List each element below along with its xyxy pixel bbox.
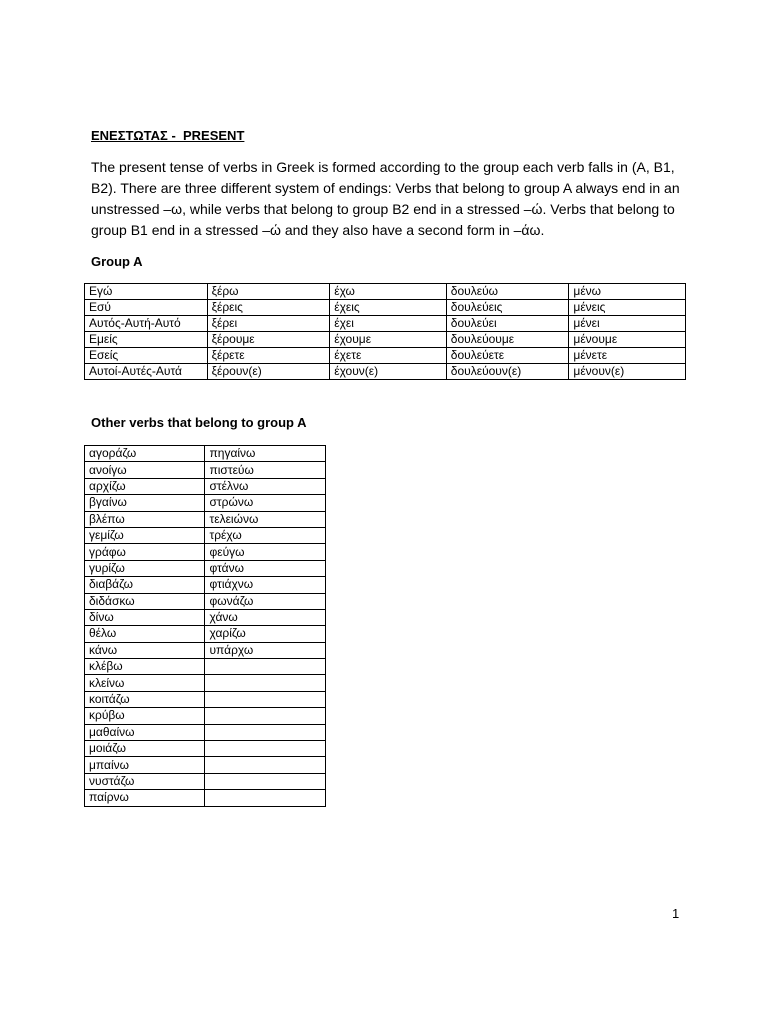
table-cell: έχετε xyxy=(330,348,447,364)
table-cell: πηγαίνω xyxy=(205,446,326,462)
table-cell: φτιάχνω xyxy=(205,577,326,593)
table-cell xyxy=(205,675,326,691)
table-cell: μένουμε xyxy=(569,332,686,348)
table-row xyxy=(85,659,326,675)
table-cell: γυρίζω xyxy=(85,560,205,576)
table-cell: κοιτάζω xyxy=(85,691,205,707)
table-row xyxy=(85,560,326,576)
other-verbs-title: Other verbs that belong to group A xyxy=(91,415,307,430)
table-cell: θέλω xyxy=(85,626,205,642)
table-cell: δίνω xyxy=(85,609,205,625)
table-cell: γράφω xyxy=(85,544,205,560)
table-cell: φωνάζω xyxy=(205,593,326,609)
table-cell: κρύβω xyxy=(85,708,205,724)
table-cell: μένω xyxy=(569,284,686,300)
table-row xyxy=(85,773,326,789)
table-cell: κάνω xyxy=(85,642,205,658)
table-cell: δουλεύουν(ε) xyxy=(446,364,569,380)
table-row xyxy=(85,364,686,380)
table-cell: ξέρει xyxy=(207,316,330,332)
table-cell: πιστεύω xyxy=(205,462,326,478)
other-verbs-table-body xyxy=(85,446,326,807)
table-cell xyxy=(205,790,326,806)
table-row xyxy=(85,316,686,332)
table-cell xyxy=(205,724,326,740)
table-cell: χάνω xyxy=(205,609,326,625)
table-cell: έχει xyxy=(330,316,447,332)
table-cell xyxy=(205,757,326,773)
table-cell: Εσύ xyxy=(85,300,208,316)
group-a-title: Group A xyxy=(91,254,143,269)
table-cell: δουλεύω xyxy=(446,284,569,300)
table-cell: φεύγω xyxy=(205,544,326,560)
table-cell: βγαίνω xyxy=(85,495,205,511)
table-cell: ξέρω xyxy=(207,284,330,300)
table-row xyxy=(85,757,326,773)
table-cell xyxy=(205,773,326,789)
table-cell: κλέβω xyxy=(85,659,205,675)
table-cell: αρχίζω xyxy=(85,478,205,494)
page-heading: ΕΝΕΣΤΩΤΑΣ - PRESENT xyxy=(91,128,245,143)
table-row xyxy=(85,511,326,527)
table-cell: έχω xyxy=(330,284,447,300)
table-cell: μαθαίνω xyxy=(85,724,205,740)
table-cell: Αυτός-Αυτή-Αυτό xyxy=(85,316,208,332)
table-cell: υπάρχω xyxy=(205,642,326,658)
table-cell: έχουμε xyxy=(330,332,447,348)
table-cell: Αυτοί-Αυτές-Αυτά xyxy=(85,364,208,380)
table-cell: ανοίγω xyxy=(85,462,205,478)
table-cell: δουλεύετε xyxy=(446,348,569,364)
table-row xyxy=(85,741,326,757)
table-row xyxy=(85,609,326,625)
table-cell: μένει xyxy=(569,316,686,332)
table-cell: αγοράζω xyxy=(85,446,205,462)
table-row xyxy=(85,593,326,609)
table-cell: έχουν(ε) xyxy=(330,364,447,380)
table-cell: μπαίνω xyxy=(85,757,205,773)
table-cell: δουλεύεις xyxy=(446,300,569,316)
table-row xyxy=(85,724,326,740)
table-cell: φτάνω xyxy=(205,560,326,576)
table-cell: γεμίζω xyxy=(85,527,205,543)
table-row xyxy=(85,544,326,560)
table-cell: διδάσκω xyxy=(85,593,205,609)
table-cell: ξέρουν(ε) xyxy=(207,364,330,380)
table-cell: μένουν(ε) xyxy=(569,364,686,380)
table-cell: μένετε xyxy=(569,348,686,364)
table-cell: μοιάζω xyxy=(85,741,205,757)
table-row xyxy=(85,691,326,707)
other-verbs-table xyxy=(84,445,326,807)
table-cell: έχεις xyxy=(330,300,447,316)
table-cell xyxy=(205,708,326,724)
table-cell xyxy=(205,659,326,675)
table-cell: χαρίζω xyxy=(205,626,326,642)
table-row xyxy=(85,446,326,462)
table-row xyxy=(85,495,326,511)
intro-paragraph: The present tense of verbs in Greek is formed according to the group each verb falls in (A, B1, B2). There are three different system of endings: Verbs that belong to group A always end in an unstressed –ω, while verbs that belong to group B2 end in a stressed –ώ. Verbs that belong to group B1 end in a stressed –ώ and they also have a second form in –άω. xyxy=(91,159,680,238)
table-cell: στέλνω xyxy=(205,478,326,494)
table-cell xyxy=(205,691,326,707)
table-cell: μένεις xyxy=(569,300,686,316)
table-cell: παίρνω xyxy=(85,790,205,806)
table-row xyxy=(85,790,326,806)
table-cell: τρέχω xyxy=(205,527,326,543)
table-row xyxy=(85,462,326,478)
table-cell: δουλεύει xyxy=(446,316,569,332)
group-a-table-body xyxy=(85,284,686,380)
table-cell: Εσείς xyxy=(85,348,208,364)
table-row xyxy=(85,708,326,724)
table-cell: νυστάζω xyxy=(85,773,205,789)
group-a-table xyxy=(84,283,686,380)
table-row xyxy=(85,348,686,364)
table-cell: βλέπω xyxy=(85,511,205,527)
table-row xyxy=(85,577,326,593)
table-cell: ξέρεις xyxy=(207,300,330,316)
table-row xyxy=(85,284,686,300)
table-cell: δουλεύουμε xyxy=(446,332,569,348)
table-row xyxy=(85,527,326,543)
table-cell: Εμείς xyxy=(85,332,208,348)
table-cell: ξέρουμε xyxy=(207,332,330,348)
table-cell: τελειώνω xyxy=(205,511,326,527)
table-cell: Εγώ xyxy=(85,284,208,300)
table-cell xyxy=(205,741,326,757)
table-cell: κλείνω xyxy=(85,675,205,691)
table-row xyxy=(85,642,326,658)
table-cell: στρώνω xyxy=(205,495,326,511)
table-row xyxy=(85,300,686,316)
table-cell: ξέρετε xyxy=(207,348,330,364)
table-row xyxy=(85,626,326,642)
table-cell: διαβάζω xyxy=(85,577,205,593)
table-row xyxy=(85,675,326,691)
table-row xyxy=(85,332,686,348)
table-row xyxy=(85,478,326,494)
page-number: 1 xyxy=(672,906,680,921)
